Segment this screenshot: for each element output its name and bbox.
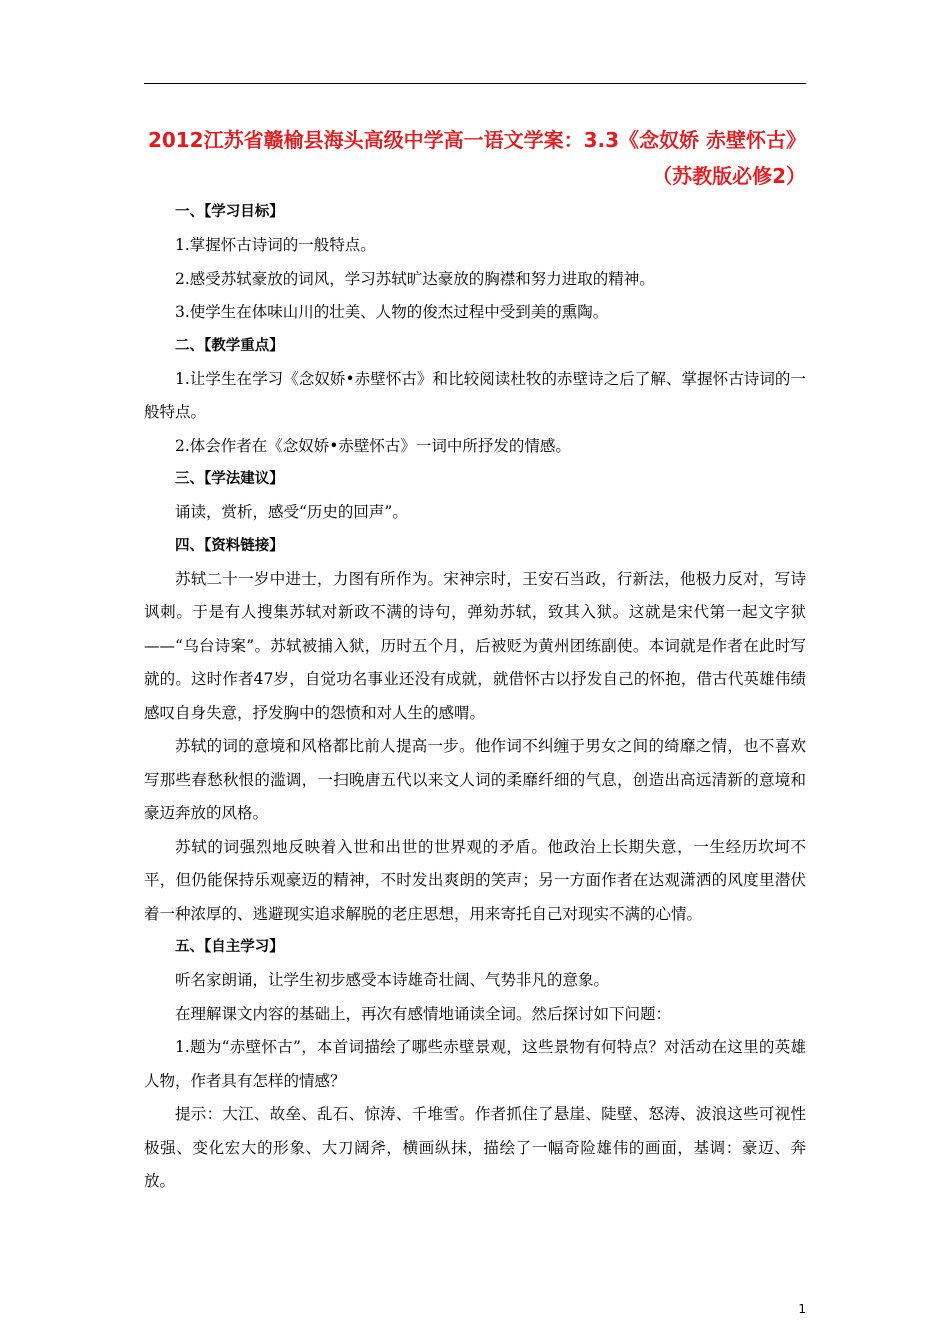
focus-item: 2.体会作者在《念奴娇•赤壁怀古》一词中所抒发的情感。 (175, 436, 571, 455)
focus-item: 1.让学生在学习《念奴娇•赤壁怀古》和比较阅读杜牧的赤壁诗之后了解、掌握怀古诗词的一般特点。 (144, 369, 806, 421)
self-study-paragraph: 在理解课文内容的基础上，再次有感情地诵读全词。然后探讨如下问题： (175, 1004, 672, 1023)
document-body (144, 196, 806, 1199)
header-rule (144, 83, 806, 84)
section-teaching-focus (144, 330, 806, 464)
section-study-methods (144, 463, 806, 530)
goal-item: 1.掌握怀古诗词的一般特点。 (175, 236, 376, 254)
section-reference-links (144, 530, 806, 932)
resource-paragraph: 苏轼的词强烈地反映着入世和出世的世界观的矛盾。他政治上长期失意，一生经历坎坷不平，但仍能保持乐观豪迈的精神，不时发出爽朗的笑声；另一方面作者在达观潇洒的风度里潜伏着一种浓厚的、逃避现实追求解脱的老庄思想，用来寄托自己对现实不满的心情。 (144, 837, 806, 923)
goal-item: 3.使学生在体味山川的壮美、人物的俊杰过程中受到美的熏陶。 (175, 303, 609, 321)
resource-paragraph: 苏轼二十一岁中进士，力图有所作为。宋神宗时，王安石当政，行新法，他极力反对，写诗讽刺。于是有人搜集苏轼对新政不满的诗句，弹劾苏轼，致其入狱。这就是宋代第一起文字狱——“乌台诗案”。苏轼被捕入狱，历时五个月，后被贬为黄州团练副使。本词就是作者在此时写就的。这时作者47岁，自觉功名事业还没有成就，就借怀古以抒发自己的怀抱，借古代英雄伟绩感叹自身失意，抒发胸中的怨愤和对人生的感喟。 (144, 569, 806, 722)
method-item: 诵读，赏析，感受“历史的回声”。 (175, 503, 408, 521)
section-heading: 四、【资料链接】 (175, 537, 284, 554)
section-learning-goals (144, 196, 806, 330)
self-study-question: 1.题为“赤壁怀古”，本首词描绘了哪些赤壁景观，这些景物有何特点？对活动在这里的英雄人物，作者具有怎样的情感？ (144, 1038, 806, 1090)
section-heading: 五、【自主学习】 (175, 939, 284, 955)
document-title: 2012江苏省赣榆县海头高级中学高一语文学案：3.3《念奴娇 赤壁怀古》（苏教版必修2） (147, 128, 806, 188)
self-study-hint: 提示：大江、故垒、乱石、惊涛、千堆雪。作者抓住了悬崖、陡壁、怒涛、波浪这些可视性极强、变化宏大的形象、大刀阔斧，横画纵抹，描绘了一幅奇险雄伟的画面，基调：豪迈、奔放。 (144, 1105, 806, 1190)
resource-paragraph: 苏轼的词的意境和风格都比前人提高一步。他作词不纠缠于男女之间的绮靡之情，也不喜欢写那些春愁秋恨的滥调，一扫晚唐五代以来文人词的柔靡纤细的气息，创造出高远清新的意境和豪迈奔放的风格。 (144, 737, 806, 822)
self-study-paragraph: 听名家朗诵，让学生初步感受本诗雄奇壮阔、气势非凡的意象。 (175, 971, 610, 989)
section-heading: 一、【学习目标】 (175, 204, 284, 220)
goal-item: 2.感受苏轼豪放的词风，学习苏轼旷达豪放的胸襟和努力进取的精神。 (175, 269, 655, 288)
section-heading: 二、【教学重点】 (175, 337, 284, 354)
section-self-study (144, 931, 806, 1199)
page-number: 1 (798, 1302, 806, 1316)
section-heading: 三、【学法建议】 (175, 471, 284, 487)
